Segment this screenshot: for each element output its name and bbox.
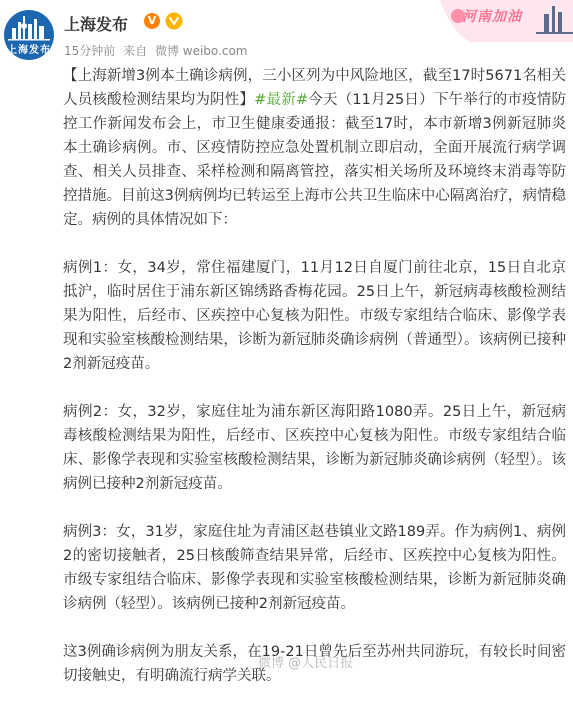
avatar-text: 上海发布	[7, 45, 51, 56]
card-text: 河南加油	[462, 9, 522, 25]
hashtag-link[interactable]: #最新#	[254, 92, 309, 108]
source-prefix: 来自	[123, 44, 148, 58]
avatar[interactable]	[4, 10, 54, 60]
paragraph-intro	[63, 64, 566, 232]
vip-badge-icon[interactable]	[165, 12, 183, 30]
paragraph-relation: 这3例确诊病例为朋友关系，在19-21日曾先后至苏州共同游玩，有较长时间密切接触史，有明确流行病学关联。	[63, 644, 566, 684]
paragraph-case-1: 病例1：女，34岁，常住福建厦门，11月12日自厦门前往北京，15日自北京抵沪，临时居住于浦东新区锦绣路香梅花园。25日上午，新冠病毒核酸检测结果为阳性，后经市、区疾控中心复核为阳性。市级专家组结合临床、影像学表现和实验室核酸检测结果，诊断为新冠肺炎确诊病例（普通型）。该病例已接种2剂新冠疫苗。	[63, 260, 566, 372]
verified-icon: V	[144, 13, 160, 29]
username[interactable]: 上海发布	[64, 15, 129, 34]
post-content	[63, 64, 566, 712]
post-time[interactable]: 15分钟前	[64, 44, 116, 58]
source-app[interactable]: 微博 weibo.com	[154, 44, 248, 58]
post-header	[0, 0, 573, 64]
post-meta	[64, 42, 252, 59]
watermark: 微博 @人民日报	[258, 656, 354, 671]
paragraph-case-2: 病例2：女，32岁，家庭住址为浦东新区海阳路1080弄。25日上午，新冠病毒核酸检测结果为阳性，后经市、区疾控中心复核为阳性。市级专家组结合临床、影像学表现和实验室核酸检测结果，诊断为新冠肺炎确诊病例（轻型）。该病例已接种2剂新冠疫苗。	[63, 404, 566, 492]
intro-body: 今天（11月25日）下午举行的市疫情防控工作新闻发布会上，市卫生健康委通报：截至17时，本市新增3例新冠肺炎本土确诊病例。市、区疫情防控应急处置机制立即启动，全面开展流行病学调查、相关人员排查、采样检测和隔离管控，落实相关场所及环境终末消毒等防控措施。目前这3例病例均已转运至上海市公共卫生临床中心隔离治疗，病情稳定。病例的具体情况如下：	[63, 92, 566, 228]
post-title: 【上海新增3例本土确诊病例，三小区列为中风险地区，截至17时5671名相关人员核酸检测结果均为阴性】	[63, 68, 566, 108]
paragraph-case-3: 病例3：女，31岁，家庭住址为青浦区赵巷镇业文路189弄。作为病例1、病例2的密切接触者，25日核酸筛查结果异常，后经市、区疾控中心复核为阳性。市级专家组结合临床、影像学表现和实验室核酸检测结果，诊断为新冠肺炎确诊病例（轻型）。该病例已接种2剂新冠疫苗。	[63, 524, 566, 612]
